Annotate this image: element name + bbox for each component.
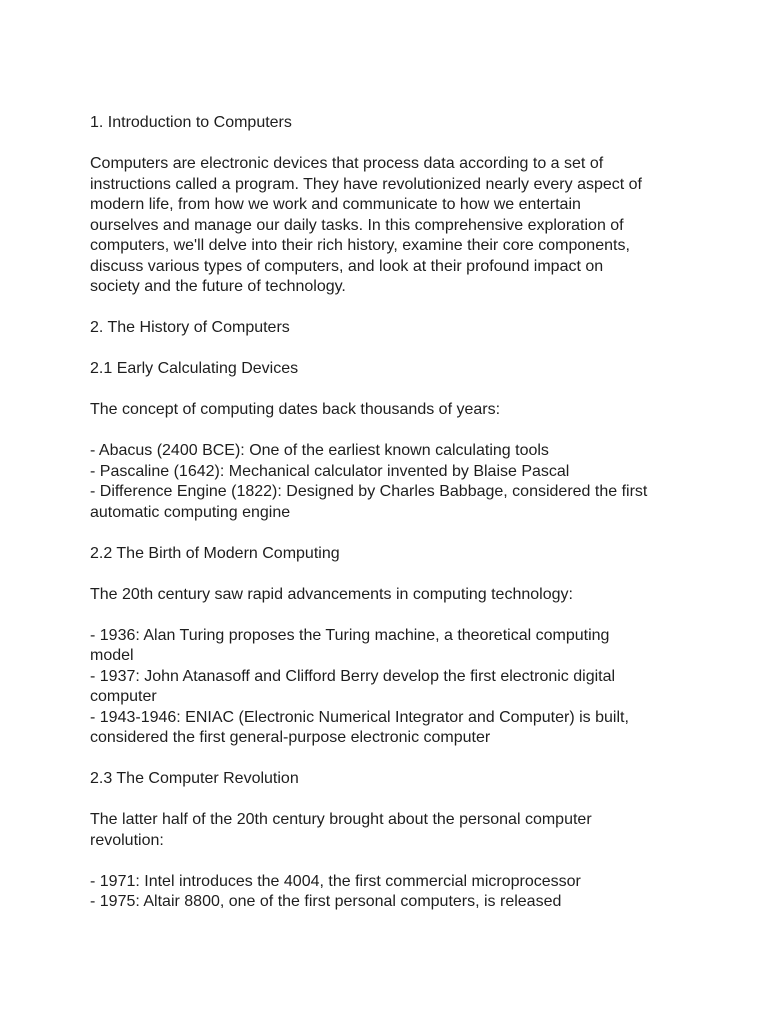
intro-paragraph: [90, 154, 690, 298]
list-item: - Pascaline (1642): Mechanical calculator invented by Blaise Pascal: [90, 462, 570, 480]
list-item: - Difference Engine (1822): Designed by Charles Babbage, considered the first: [90, 483, 648, 500]
heading-history: 2. The History of Computers: [90, 319, 290, 336]
intro-line: discuss various types of computers, and look at their profound impact on: [90, 257, 604, 275]
modern-intro-text: The 20th century saw rapid advancements in computing technology:: [90, 585, 573, 603]
paragraph-gap: [90, 605, 690, 626]
paragraph-gap: [90, 298, 690, 319]
paragraph-gap: [90, 339, 690, 360]
intro-line: instructions called a program. They have revolutionized nearly every aspect of: [90, 175, 642, 193]
intro-line: revolution:: [90, 831, 164, 849]
list-item: - 1936: Alan Turing proposes the Turing machine, a theoretical computing: [90, 626, 610, 644]
document-page: [90, 113, 690, 913]
heading-computer-revolution: 2.3 The Computer Revolution: [90, 770, 299, 787]
intro-line: The latter half of the 20th century brought about the personal computer: [90, 811, 592, 828]
list-item-continued: computer: [90, 688, 157, 705]
intro-line: society and the future of technology.: [90, 278, 346, 295]
paragraph-gap: [90, 523, 690, 544]
revolution-intro-text: [90, 810, 690, 851]
intro-line: computers, we'll delve into their rich history, examine their core components,: [90, 237, 630, 254]
list-item: - 1943-1946: ENIAC (Electronic Numerical Integrator and Computer) is built,: [90, 708, 629, 726]
intro-line: ourselves and manage our daily tasks. In this comprehensive exploration of: [90, 216, 624, 234]
early-devices-list: [90, 441, 690, 523]
heading-early-devices: 2.1 Early Calculating Devices: [90, 360, 299, 377]
intro-line: modern life, from how we work and communicate to how we entertain: [90, 196, 581, 213]
paragraph-gap: [90, 421, 690, 442]
revolution-list: [90, 872, 690, 913]
list-item-continued: considered the first general-purpose electronic computer: [90, 729, 491, 746]
modern-computing-list: [90, 626, 690, 749]
paragraph-gap: [90, 749, 690, 770]
list-item: - Abacus (2400 BCE): One of the earliest known calculating tools: [90, 442, 549, 459]
heading-modern-computing: 2.2 The Birth of Modern Computing: [90, 544, 340, 562]
heading-introduction: 1. Introduction to Computers: [90, 114, 292, 131]
paragraph-gap: [90, 564, 690, 585]
paragraph-gap: [90, 790, 690, 811]
paragraph-gap: [90, 851, 690, 872]
list-item: - 1971: Intel introduces the 4004, the first commercial microprocessor: [90, 872, 581, 890]
list-item: - 1937: John Atanasoff and Clifford Berry develop the first electronic digital: [90, 667, 616, 685]
intro-line: Computers are electronic devices that process data according to a set of: [90, 155, 604, 172]
early-intro-text: The concept of computing dates back thousands of years:: [90, 401, 501, 418]
paragraph-gap: [90, 134, 690, 155]
list-item-continued: automatic computing engine: [90, 503, 291, 521]
list-item-continued: model: [90, 647, 134, 664]
paragraph-gap: [90, 380, 690, 401]
list-item: - 1975: Altair 8800, one of the first personal computers, is released: [90, 893, 562, 910]
